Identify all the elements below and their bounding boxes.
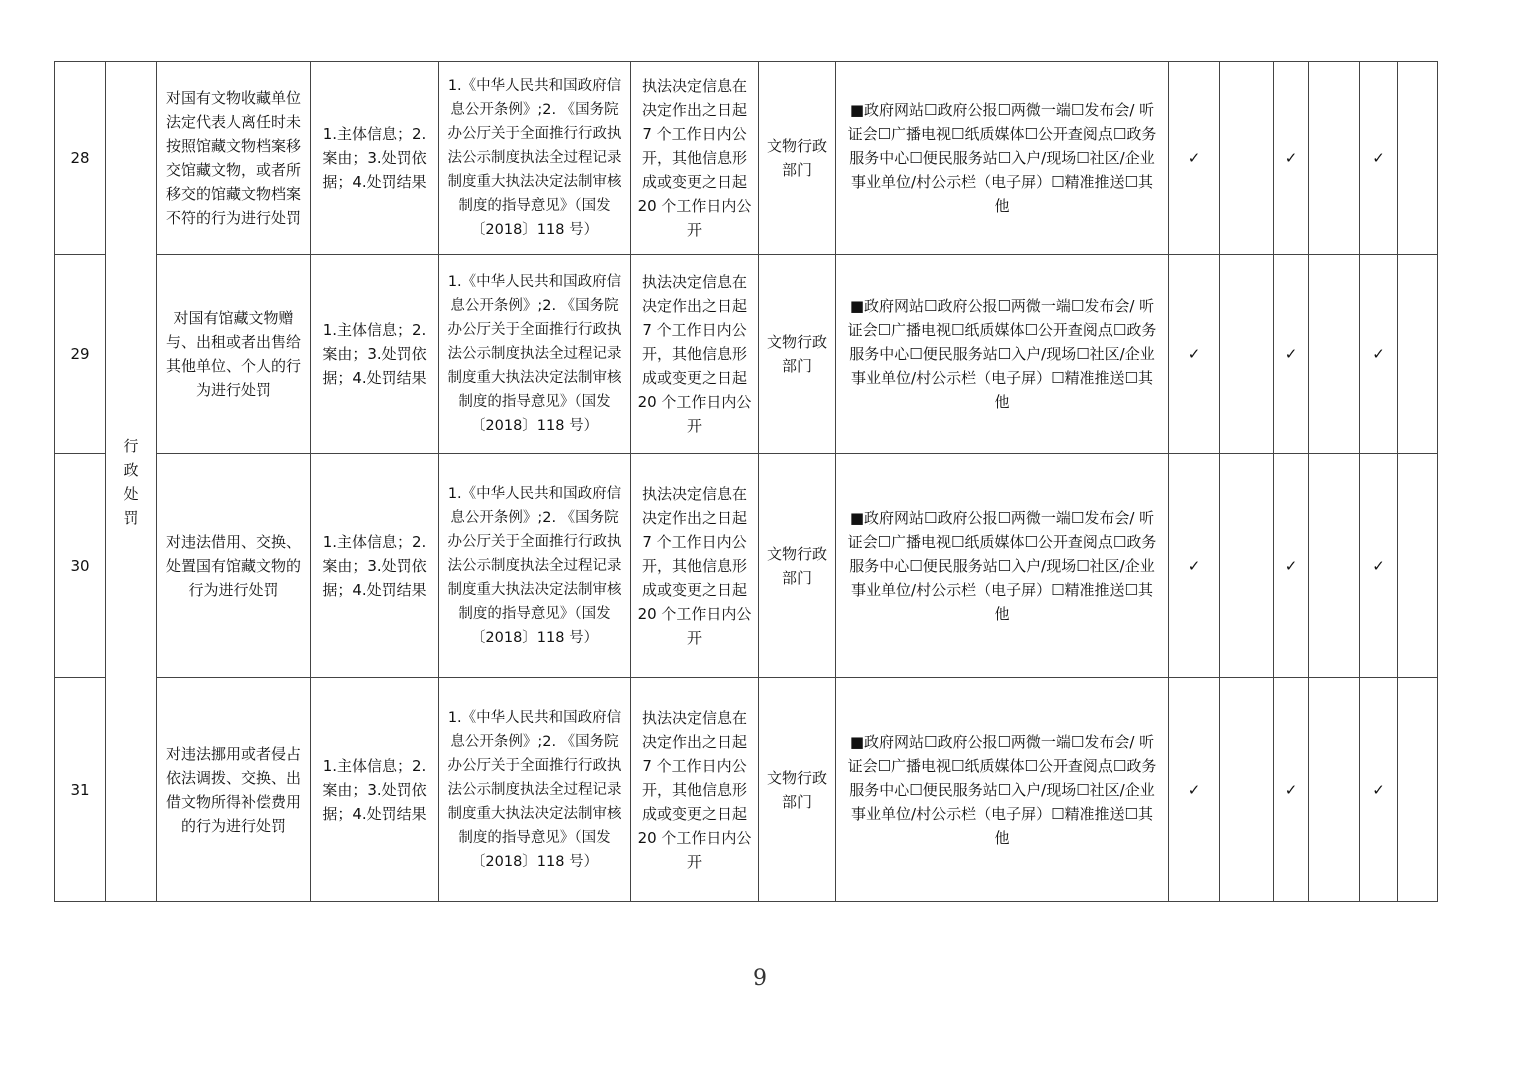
table-row — [55, 678, 1438, 902]
empty-mark — [1398, 62, 1438, 255]
empty-mark — [1398, 255, 1438, 454]
disclosure-content: 1.主体信息；2.案由；3.处罚依据；4.处罚结果 — [311, 454, 439, 678]
table-row — [55, 255, 1438, 454]
disclosure-basis: 1.《中华人民共和国政府信息公开条例》;2. 《国务院办公厅关于全面推行行政执法公示制度执法全过程记录制度重大执法决定法制审核制度的指导意见》（国发〔2018〕118 号） — [439, 678, 631, 902]
disclosure-basis: 1.《中华人民共和国政府信息公开条例》;2. 《国务院办公厅关于全面推行行政执法公示制度执法全过程记录制度重大执法决定法制审核制度的指导意见》（国发〔2018〕118 号） — [439, 62, 631, 255]
empty-mark — [1398, 678, 1438, 902]
disclosure-subject: 文物行政部门 — [759, 454, 836, 678]
check-mark: ✓ — [1169, 62, 1220, 255]
disclosure-channels: ■政府网站☐政府公报☐两微一端☐发布会/ 听证会☐广播电视☐纸质媒体☐公开查阅点☐政务服务中心☐便民服务站☐入户/现场☐社区/企业事业单位/村公示栏（电子屏）☐精准推送☐其他 — [836, 678, 1169, 902]
disclosure-content: 1.主体信息；2.案由；3.处罚依据；4.处罚结果 — [311, 678, 439, 902]
disclosure-timeline: 执法决定信息在决定作出之日起 7 个工作日内公开，其他信息形成或变更之日起 20 个工作日内公开 — [631, 454, 759, 678]
table-row — [55, 454, 1438, 678]
disclosure-timeline: 执法决定信息在决定作出之日起 7 个工作日内公开，其他信息形成或变更之日起 20 个工作日内公开 — [631, 62, 759, 255]
empty-mark — [1398, 454, 1438, 678]
disclosure-timeline: 执法决定信息在决定作出之日起 7 个工作日内公开，其他信息形成或变更之日起 20 个工作日内公开 — [631, 255, 759, 454]
item-name: 对违法挪用或者侵占依法调拨、交换、出借文物所得补偿费用的行为进行处罚 — [157, 678, 311, 902]
row-number: 29 — [55, 255, 106, 454]
row-number: 28 — [55, 62, 106, 255]
disclosure-timeline: 执法决定信息在决定作出之日起 7 个工作日内公开，其他信息形成或变更之日起 20 个工作日内公开 — [631, 678, 759, 902]
check-mark: ✓ — [1360, 62, 1398, 255]
disclosure-table — [54, 61, 1438, 902]
empty-mark — [1309, 62, 1360, 255]
disclosure-channels: ■政府网站☐政府公报☐两微一端☐发布会/ 听证会☐广播电视☐纸质媒体☐公开查阅点☐政务服务中心☐便民服务站☐入户/现场☐社区/企业事业单位/村公示栏（电子屏）☐精准推送☐其他 — [836, 454, 1169, 678]
category-cell — [106, 62, 157, 902]
check-mark: ✓ — [1169, 255, 1220, 454]
disclosure-channels: ■政府网站☐政府公报☐两微一端☐发布会/ 听证会☐广播电视☐纸质媒体☐公开查阅点☐政务服务中心☐便民服务站☐入户/现场☐社区/企业事业单位/村公示栏（电子屏）☐精准推送☐其他 — [836, 62, 1169, 255]
check-mark: ✓ — [1360, 678, 1398, 902]
empty-mark — [1220, 62, 1274, 255]
item-name: 对违法借用、交换、处置国有馆藏文物的行为进行处罚 — [157, 454, 311, 678]
check-mark: ✓ — [1169, 454, 1220, 678]
check-mark: ✓ — [1274, 678, 1309, 902]
empty-mark — [1309, 678, 1360, 902]
row-number: 31 — [55, 678, 106, 902]
disclosure-basis: 1.《中华人民共和国政府信息公开条例》;2. 《国务院办公厅关于全面推行行政执法公示制度执法全过程记录制度重大执法决定法制审核制度的指导意见》（国发〔2018〕118 号） — [439, 454, 631, 678]
empty-mark — [1309, 255, 1360, 454]
disclosure-basis: 1.《中华人民共和国政府信息公开条例》;2. 《国务院办公厅关于全面推行行政执法公示制度执法全过程记录制度重大执法决定法制审核制度的指导意见》（国发〔2018〕118 号） — [439, 255, 631, 454]
disclosure-subject: 文物行政部门 — [759, 255, 836, 454]
empty-mark — [1309, 454, 1360, 678]
category-label: 行政处罚 — [123, 436, 139, 527]
check-mark: ✓ — [1274, 255, 1309, 454]
empty-mark — [1220, 678, 1274, 902]
check-mark: ✓ — [1360, 454, 1398, 678]
check-mark: ✓ — [1274, 62, 1309, 255]
disclosure-channels: ■政府网站☐政府公报☐两微一端☐发布会/ 听证会☐广播电视☐纸质媒体☐公开查阅点☐政务服务中心☐便民服务站☐入户/现场☐社区/企业事业单位/村公示栏（电子屏）☐精准推送☐其他 — [836, 255, 1169, 454]
empty-mark — [1220, 454, 1274, 678]
empty-mark — [1220, 255, 1274, 454]
disclosure-subject: 文物行政部门 — [759, 678, 836, 902]
row-number: 30 — [55, 454, 106, 678]
check-mark: ✓ — [1274, 454, 1309, 678]
check-mark: ✓ — [1169, 678, 1220, 902]
disclosure-content: 1.主体信息；2.案由；3.处罚依据；4.处罚结果 — [311, 255, 439, 454]
table-row — [55, 62, 1438, 255]
check-mark: ✓ — [1360, 255, 1398, 454]
item-name: 对国有文物收藏单位法定代表人离任时未按照馆藏文物档案移交馆藏文物，或者所移交的馆藏文物档案不符的行为进行处罚 — [157, 62, 311, 255]
disclosure-subject: 文物行政部门 — [759, 62, 836, 255]
page-number: 9 — [753, 966, 767, 991]
disclosure-content: 1.主体信息；2.案由；3.处罚依据；4.处罚结果 — [311, 62, 439, 255]
item-name: 对国有馆藏文物赠与、出租或者出售给其他单位、个人的行为进行处罚 — [157, 255, 311, 454]
